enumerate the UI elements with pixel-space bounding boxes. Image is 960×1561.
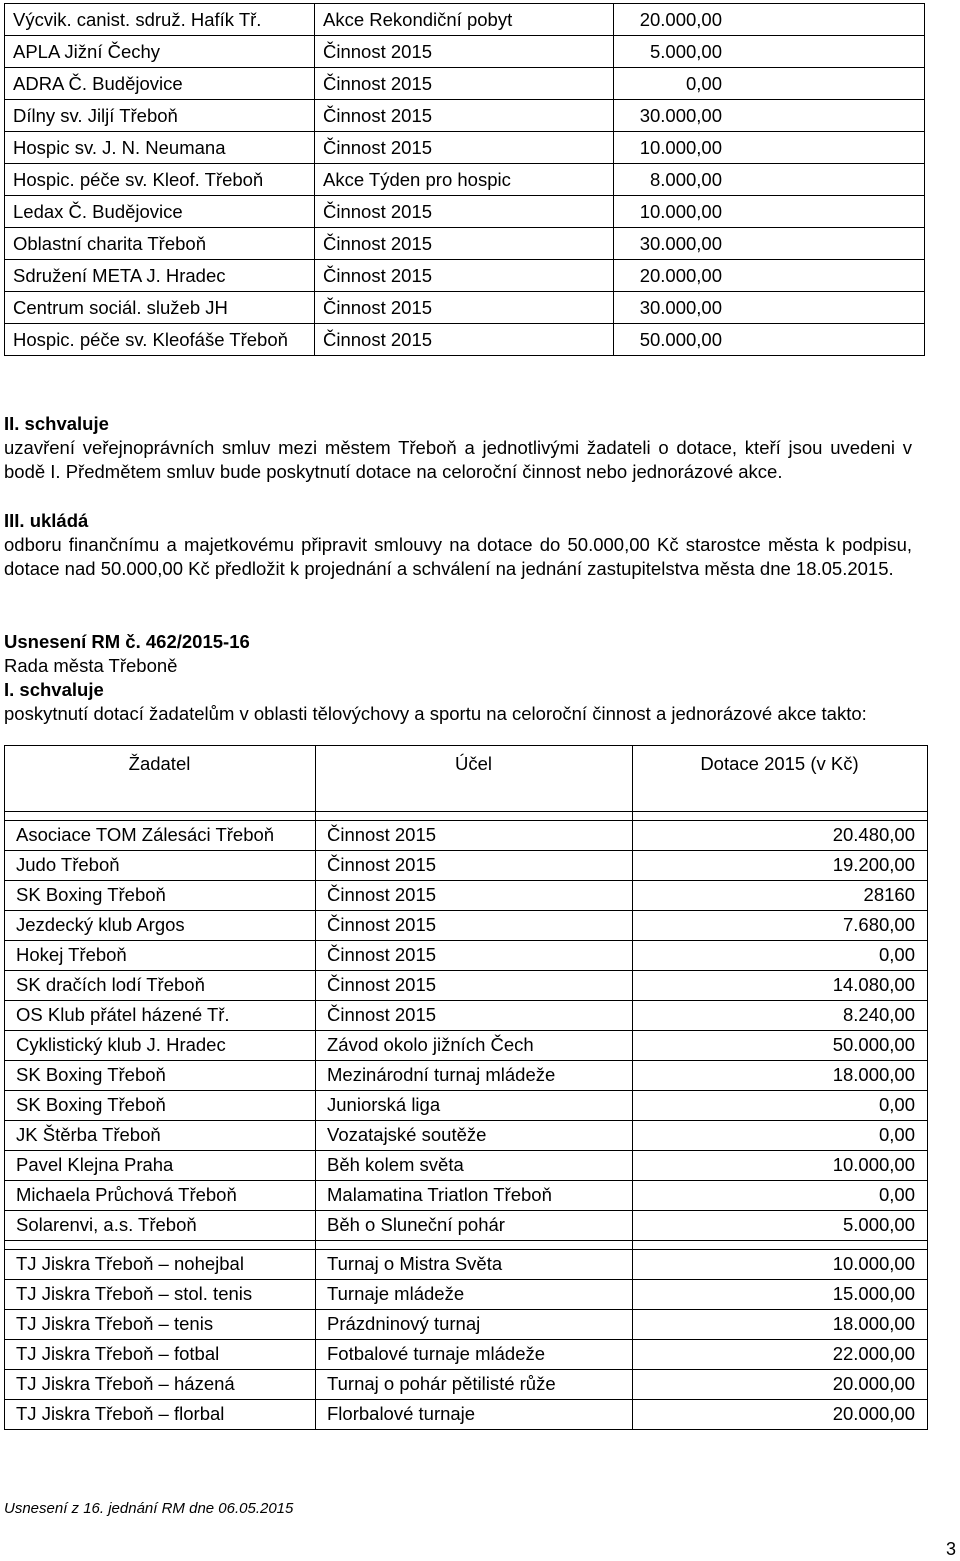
spacer-cell bbox=[633, 1241, 928, 1250]
applicant-cell: Jezdecký klub Argos bbox=[5, 911, 316, 941]
amount-cell: 20.000,00 bbox=[633, 1400, 928, 1430]
section-ii-text: uzavření veřejnoprávních smluv mezi městem Třeboň a jednotlivými žadateli o dotace, kteří jsou uvedeni v bodě I. Předmětem smluv bude poskytnutí dotace na celoroční činnost nebo jednorázové akce. bbox=[4, 437, 912, 482]
amount-cell bbox=[614, 324, 925, 356]
grants-table-sport-body bbox=[5, 746, 928, 1430]
applicant-cell: OS Klub přátel házené Tř. bbox=[5, 1001, 316, 1031]
table-row bbox=[5, 68, 925, 100]
applicant-cell: Judo Třeboň bbox=[5, 851, 316, 881]
table-row bbox=[5, 1310, 928, 1340]
table-row bbox=[5, 971, 928, 1001]
grants-table-social-body bbox=[5, 4, 925, 356]
applicant-cell: Cyklistický klub J. Hradec bbox=[5, 1031, 316, 1061]
amount-cell-value: 5.000,00 bbox=[649, 41, 722, 62]
applicant-cell: TJ Jiskra Třeboň – fotbal bbox=[5, 1340, 316, 1370]
amount-cell: 20.480,00 bbox=[633, 821, 928, 851]
table-row bbox=[5, 228, 925, 260]
header-applicant: Žadatel bbox=[5, 746, 316, 812]
purpose-cell: Činnost 2015 bbox=[316, 971, 633, 1001]
purpose-cell: Běh kolem světa bbox=[316, 1151, 633, 1181]
section-iii-heading: III. ukládá bbox=[4, 510, 89, 531]
amount-cell-value: 20.000,00 bbox=[639, 9, 722, 30]
amount-cell bbox=[614, 4, 925, 36]
applicant-cell: Asociace TOM Zálesáci Třeboň bbox=[5, 821, 316, 851]
purpose-cell: Činnost 2015 bbox=[315, 100, 614, 132]
table-row bbox=[5, 881, 928, 911]
purpose-cell: Činnost 2015 bbox=[316, 881, 633, 911]
spacer-cell bbox=[633, 812, 928, 821]
amount-cell: 18.000,00 bbox=[633, 1061, 928, 1091]
table-row bbox=[5, 1091, 928, 1121]
spacer-cell bbox=[316, 812, 633, 821]
table-row bbox=[5, 821, 928, 851]
amount-cell: 7.680,00 bbox=[633, 911, 928, 941]
amount-cell bbox=[614, 164, 925, 196]
table-row bbox=[5, 1250, 928, 1280]
amount-cell bbox=[614, 228, 925, 260]
applicant-cell: Michaela Průchová Třeboň bbox=[5, 1181, 316, 1211]
purpose-cell: Prázdninový turnaj bbox=[316, 1310, 633, 1340]
amount-cell-value: 0,00 bbox=[685, 73, 722, 94]
applicant-cell: Oblastní charita Třeboň bbox=[5, 228, 315, 260]
purpose-cell: Turnaj o pohár pětilisté růže bbox=[316, 1370, 633, 1400]
amount-cell: 22.000,00 bbox=[633, 1340, 928, 1370]
applicant-cell: APLA Jižní Čechy bbox=[5, 36, 315, 68]
purpose-cell: Běh o Sluneční pohár bbox=[316, 1211, 633, 1241]
spacer-row bbox=[5, 1241, 928, 1250]
amount-cell: 10.000,00 bbox=[633, 1151, 928, 1181]
applicant-cell: TJ Jiskra Třeboň – florbal bbox=[5, 1400, 316, 1430]
amount-cell: 0,00 bbox=[633, 1181, 928, 1211]
table-row bbox=[5, 1181, 928, 1211]
purpose-cell: Malamatina Triatlon Třeboň bbox=[316, 1181, 633, 1211]
purpose-cell: Činnost 2015 bbox=[316, 941, 633, 971]
purpose-cell: Florbalové turnaje bbox=[316, 1400, 633, 1430]
amount-cell-value: 10.000,00 bbox=[639, 201, 722, 222]
purpose-cell: Turnaje mládeže bbox=[316, 1280, 633, 1310]
purpose-cell: Činnost 2015 bbox=[315, 324, 614, 356]
amount-cell: 0,00 bbox=[633, 1121, 928, 1151]
purpose-cell: Činnost 2015 bbox=[316, 911, 633, 941]
purpose-cell: Akce Rekondiční pobyt bbox=[315, 4, 614, 36]
applicant-cell: Ledax Č. Budějovice bbox=[5, 196, 315, 228]
amount-cell-value: 10.000,00 bbox=[639, 137, 722, 158]
spacer-cell bbox=[5, 1241, 316, 1250]
table-row bbox=[5, 851, 928, 881]
table-row bbox=[5, 1400, 928, 1430]
applicant-cell: Výcvik. canist. sdruž. Hafík Tř. bbox=[5, 4, 315, 36]
applicant-cell: Pavel Klejna Praha bbox=[5, 1151, 316, 1181]
table-row bbox=[5, 1211, 928, 1241]
applicant-cell: Dílny sv. Jiljí Třeboň bbox=[5, 100, 315, 132]
amount-cell bbox=[614, 260, 925, 292]
table-header-row bbox=[5, 746, 928, 812]
amount-cell bbox=[614, 68, 925, 100]
amount-cell: 5.000,00 bbox=[633, 1211, 928, 1241]
purpose-cell: Závod okolo jižních Čech bbox=[316, 1031, 633, 1061]
amount-cell: 14.080,00 bbox=[633, 971, 928, 1001]
table-row bbox=[5, 1280, 928, 1310]
applicant-cell: TJ Jiskra Třeboň – stol. tenis bbox=[5, 1280, 316, 1310]
amount-cell-value: 30.000,00 bbox=[639, 105, 722, 126]
spacer-cell bbox=[5, 812, 316, 821]
amount-cell: 50.000,00 bbox=[633, 1031, 928, 1061]
resolution-title: Usnesení RM č. 462/2015-16 bbox=[4, 631, 250, 652]
applicant-cell: TJ Jiskra Třeboň – tenis bbox=[5, 1310, 316, 1340]
amount-cell: 15.000,00 bbox=[633, 1280, 928, 1310]
purpose-cell: Fotbalové turnaje mládeže bbox=[316, 1340, 633, 1370]
amount-cell bbox=[614, 132, 925, 164]
table-row bbox=[5, 1340, 928, 1370]
purpose-cell: Turnaj o Mistra Světa bbox=[316, 1250, 633, 1280]
table-row bbox=[5, 911, 928, 941]
table-row bbox=[5, 1151, 928, 1181]
spacer-cell bbox=[316, 1241, 633, 1250]
purpose-cell: Juniorská liga bbox=[316, 1091, 633, 1121]
amount-cell: 19.200,00 bbox=[633, 851, 928, 881]
table-row bbox=[5, 100, 925, 132]
amount-cell: 20.000,00 bbox=[633, 1370, 928, 1400]
applicant-cell: Sdružení META J. Hradec bbox=[5, 260, 315, 292]
purpose-cell: Činnost 2015 bbox=[315, 260, 614, 292]
applicant-cell: SK Boxing Třeboň bbox=[5, 881, 316, 911]
purpose-cell: Činnost 2015 bbox=[315, 196, 614, 228]
purpose-cell: Činnost 2015 bbox=[315, 292, 614, 324]
section-ii-heading: II. schvaluje bbox=[4, 413, 109, 434]
amount-cell bbox=[614, 196, 925, 228]
applicant-cell: ADRA Č. Budějovice bbox=[5, 68, 315, 100]
applicant-cell: TJ Jiskra Třeboň – nohejbal bbox=[5, 1250, 316, 1280]
amount-cell-value: 50.000,00 bbox=[639, 329, 722, 350]
purpose-cell: Činnost 2015 bbox=[316, 1001, 633, 1031]
grants-table-sport bbox=[4, 745, 928, 1430]
applicant-cell: SK Boxing Třeboň bbox=[5, 1061, 316, 1091]
table-row bbox=[5, 164, 925, 196]
spacer-row bbox=[5, 812, 928, 821]
table-row bbox=[5, 196, 925, 228]
resolution-462 bbox=[4, 630, 912, 726]
applicant-cell: TJ Jiskra Třeboň – házená bbox=[5, 1370, 316, 1400]
resolution-body: Rada města Třeboně bbox=[4, 655, 178, 676]
section-iii-text: odboru finančnímu a majetkovému připravit smlouvy na dotace do 50.000,00 Kč starostce města k podpisu, dotace nad 50.000,00 Kč předložit k projednání a schválení na jednání zastupitelstva města dne 18.05.2015. bbox=[4, 534, 912, 579]
section-ii bbox=[4, 412, 912, 484]
amount-cell: 18.000,00 bbox=[633, 1310, 928, 1340]
applicant-cell: SK Boxing Třeboň bbox=[5, 1091, 316, 1121]
applicant-cell: Centrum sociál. služeb JH bbox=[5, 292, 315, 324]
amount-cell bbox=[614, 292, 925, 324]
amount-cell: 28160 bbox=[633, 881, 928, 911]
table-row bbox=[5, 1370, 928, 1400]
page-footer: Usnesení z 16. jednání RM dne 06.05.2015 bbox=[4, 1500, 294, 1517]
table-row bbox=[5, 1031, 928, 1061]
table-row bbox=[5, 1061, 928, 1091]
applicant-cell: Hospic sv. J. N. Neumana bbox=[5, 132, 315, 164]
amount-cell bbox=[614, 100, 925, 132]
applicant-cell: SK dračích lodí Třeboň bbox=[5, 971, 316, 1001]
table-row bbox=[5, 4, 925, 36]
applicant-cell: JK Štěrba Třeboň bbox=[5, 1121, 316, 1151]
resolution-text: poskytnutí dotací žadatelům v oblasti tělovýchovy a sportu na celoroční činnost a jednorázové akce takto: bbox=[4, 703, 867, 724]
applicant-cell: Hokej Třeboň bbox=[5, 941, 316, 971]
amount-cell-value: 30.000,00 bbox=[639, 233, 722, 254]
table-row bbox=[5, 1121, 928, 1151]
table-row bbox=[5, 36, 925, 68]
table-row bbox=[5, 132, 925, 164]
purpose-cell: Činnost 2015 bbox=[316, 821, 633, 851]
amount-cell-value: 30.000,00 bbox=[639, 297, 722, 318]
amount-cell-value: 20.000,00 bbox=[639, 265, 722, 286]
purpose-cell: Činnost 2015 bbox=[315, 228, 614, 260]
purpose-cell: Mezinárodní turnaj mládeže bbox=[316, 1061, 633, 1091]
purpose-cell: Činnost 2015 bbox=[315, 36, 614, 68]
section-iii bbox=[4, 509, 912, 581]
purpose-cell: Činnost 2015 bbox=[315, 68, 614, 100]
applicant-cell: Hospic. péče sv. Kleof. Třeboň bbox=[5, 164, 315, 196]
purpose-cell: Činnost 2015 bbox=[315, 132, 614, 164]
table-row bbox=[5, 292, 925, 324]
table-row bbox=[5, 941, 928, 971]
amount-cell: 0,00 bbox=[633, 941, 928, 971]
amount-cell-value: 8.000,00 bbox=[649, 169, 722, 190]
applicant-cell: Solarenvi, a.s. Třeboň bbox=[5, 1211, 316, 1241]
header-purpose: Účel bbox=[316, 746, 633, 812]
purpose-cell: Vozatajské soutěže bbox=[316, 1121, 633, 1151]
table-row bbox=[5, 1001, 928, 1031]
page-number: 3 bbox=[945, 1539, 956, 1559]
table-row bbox=[5, 260, 925, 292]
amount-cell: 8.240,00 bbox=[633, 1001, 928, 1031]
purpose-cell: Činnost 2015 bbox=[316, 851, 633, 881]
amount-cell: 0,00 bbox=[633, 1091, 928, 1121]
table-row bbox=[5, 324, 925, 356]
grants-table-social bbox=[4, 3, 925, 356]
header-amount: Dotace 2015 (v Kč) bbox=[633, 746, 928, 812]
amount-cell: 10.000,00 bbox=[633, 1250, 928, 1280]
resolution-heading: I. schvaluje bbox=[4, 679, 104, 700]
amount-cell bbox=[614, 36, 925, 68]
purpose-cell: Akce Týden pro hospic bbox=[315, 164, 614, 196]
applicant-cell: Hospic. péče sv. Kleofáše Třeboň bbox=[5, 324, 315, 356]
